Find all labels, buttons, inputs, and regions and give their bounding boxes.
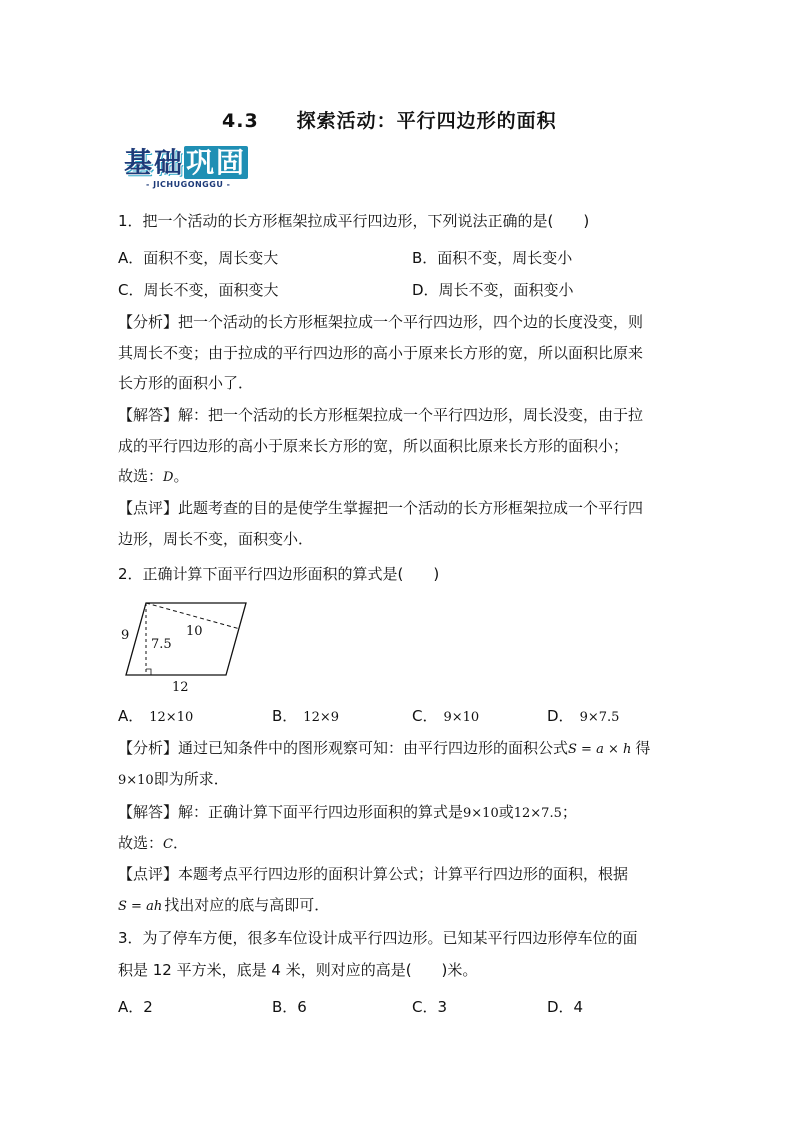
q2-option-c (412, 706, 479, 728)
q2-option-d-label: D． (547, 707, 574, 725)
q2-comment-line2 (118, 895, 329, 917)
q1-option-a: A．面积不变，周长变大 (118, 249, 279, 267)
q2-option-a-value: 12×10 (149, 710, 194, 725)
q2-choice (118, 833, 188, 855)
q1-comment-line1: 【点评】此题考查的目的是使学生掌握把一个活动的长方形框架拉成一个平行四 (118, 499, 644, 517)
q3-option-a: A．2 (118, 998, 153, 1016)
jichu-gonggu-banner (124, 146, 264, 194)
q2-answer-line (118, 802, 577, 824)
q2-choice-suffix: ． (172, 834, 188, 852)
section-number: 4.3 (222, 110, 259, 132)
banner-heading-a: 基础 (124, 146, 185, 179)
q2-analysis-suffix: 得 (635, 739, 651, 757)
q2-option-b-value: 12×9 (303, 710, 340, 725)
banner-subtitle: - JICHUGONGGU - (146, 180, 231, 189)
q2-option-a-label: A． (118, 707, 144, 725)
q2-analysis-line2-suffix: 即为所求． (153, 770, 229, 788)
q2-comment-suffix: 找出对应的底与高即可． (164, 896, 330, 914)
q1-option-c: C．周长不变，面积变大 (118, 281, 279, 299)
q1-answer-line1: 【解答】解：把一个活动的长方形框架拉成一个平行四边形，周长没变，由于拉 (118, 406, 644, 424)
q2-comment-line1: 【点评】本题考点平行四边形的面积计算公式；计算平行四边形的面积，根据 (118, 865, 629, 883)
label-base: 12 (172, 680, 189, 695)
q1-answer-line2: 成的平行四边形的高小于原来长方形的宽，所以面积比原来长方形的面积小； (118, 437, 629, 455)
page-title (222, 106, 557, 133)
q2-option-d-value: 9×7.5 (579, 710, 620, 725)
label-diagonal: 10 (186, 624, 203, 639)
q1-choice-value: D (163, 470, 174, 485)
q2-option-b (272, 706, 339, 728)
q2-choice-prefix: 故选： (118, 834, 164, 852)
parallelogram-shape (126, 603, 246, 675)
q1-comment-line2: 边形，周长不变，面积变小． (118, 530, 314, 548)
q2-choice-value: C (163, 837, 173, 852)
q3-option-b: B．6 (272, 998, 307, 1016)
q1-option-d: D．周长不变，面积变小 (412, 281, 574, 299)
right-angle-mark (146, 669, 151, 675)
q1-analysis-line1: 【分析】把一个活动的长方形框架拉成一个平行四边形，四个边的长度没变，则 (118, 313, 644, 331)
q3-stem-line2: 积是 12 平方米，底是 4 米，则对应的高是( )米。 (118, 961, 478, 979)
q2-option-d (547, 706, 619, 728)
q2-analysis-line2 (118, 769, 229, 791)
q3-option-d: D．4 (547, 998, 584, 1016)
q2-option-c-value: 9×10 (443, 710, 480, 725)
banner-heading-b: 巩固 (186, 146, 247, 179)
q3-option-c: C．3 (412, 998, 448, 1016)
q2-parallelogram-figure (116, 598, 256, 698)
q2-analysis-line2-formula: 9×10 (118, 773, 154, 788)
label-left-side: 9 (121, 628, 130, 643)
q2-option-a (118, 706, 193, 728)
q1-analysis-line3: 长方形的面积小了． (118, 374, 254, 392)
q1-stem: 1．把一个活动的长方形框架拉成平行四边形，下列说法正确的是( ) (118, 212, 590, 230)
q2-option-c-label: C． (412, 707, 438, 725)
q1-choice-prefix: 故选： (118, 467, 164, 485)
q2-analysis-line1 (118, 738, 650, 760)
section-title: 探索活动：平行四边形的面积 (296, 110, 557, 132)
q2-option-b-label: B． (272, 707, 298, 725)
q3-stem-line1: 3．为了停车方便，很多车位设计成平行四边形。已知某平行四边形停车位的面 (118, 929, 638, 947)
q1-choice (118, 466, 188, 488)
q2-analysis-formula: S = a × h (568, 742, 632, 757)
q2-answer-or: 或 (498, 803, 514, 821)
q2-answer-formula-1: 9×10 (463, 806, 499, 821)
q1-analysis-line2: 其周长不变；由于拉成的平行四边形的高小于原来长方形的宽，所以面积比原来 (118, 344, 644, 362)
banner-heading (124, 146, 264, 180)
q2-analysis-prefix: 【分析】通过已知条件中的图形观察可知：由平行四边形的面积公式 (118, 739, 569, 757)
q1-choice-suffix: 。 (173, 467, 189, 485)
q2-comment-formula: S = ah (118, 899, 163, 914)
q1-option-b: B．面积不变，周长变小 (412, 249, 573, 267)
q2-answer-formula-2: 12×7.5 (513, 806, 562, 821)
q2-answer-prefix: 【解答】解：正确计算下面平行四边形面积的算式是 (118, 803, 464, 821)
q2-answer-suffix: ； (561, 803, 577, 821)
label-height: 7.5 (151, 637, 172, 652)
q2-stem: 2．正确计算下面平行四边形面积的算式是( ) (118, 565, 440, 583)
